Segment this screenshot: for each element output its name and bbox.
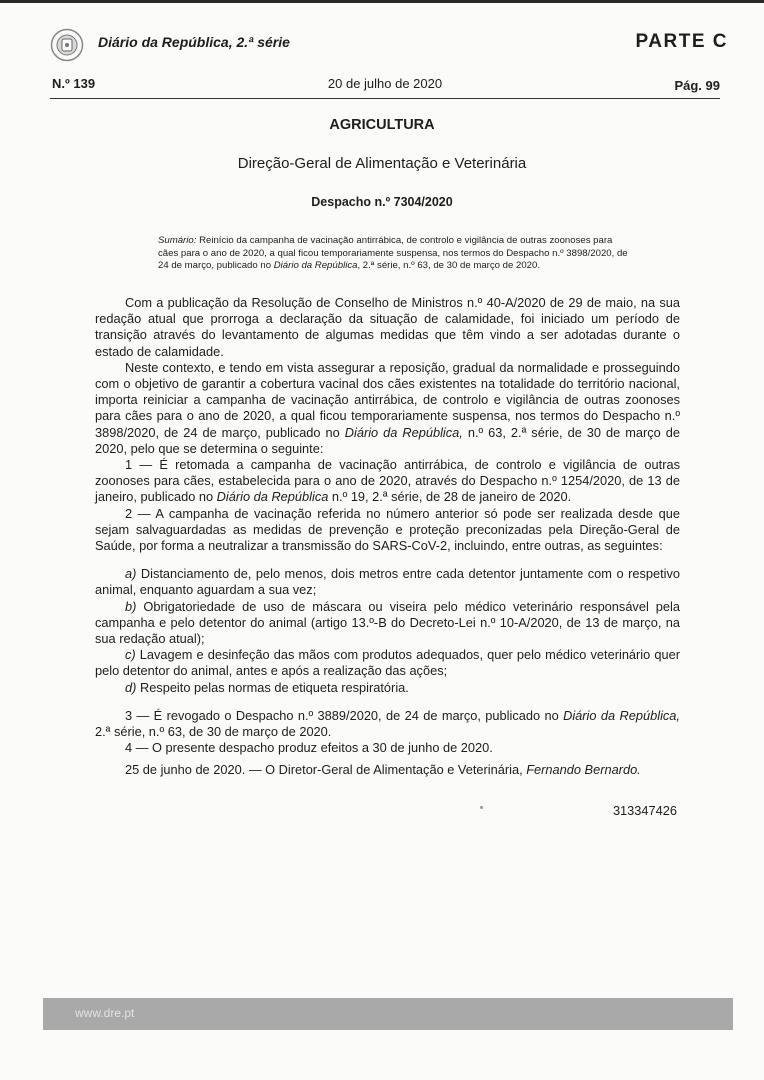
footer-link[interactable]: www.dre.pt [75,1006,135,1020]
issue-number: N.º 139 [52,76,96,91]
journal-title: Diário da República, 2.ª série [98,34,290,50]
list-text-d: Respeito pelas normas de etiqueta respiratória. [136,679,409,695]
summary-text-end: , 2.ª série, n.º 63, de 30 de março de 2020. [357,260,540,271]
page-number: Pág. 99 [674,78,720,93]
signature-line [95,762,680,778]
list-item-c [95,647,680,679]
scan-speck [480,806,483,809]
list-letter-b: b) [125,598,137,614]
list-text-a: Distanciamento de, pelo menos, dois metros entre cada detentor juntamente com o respetivo animal, enquanto aguardam a sua vez; [95,566,680,598]
paragraph-item-2: 2 — A campanha de vacinação referida no número anterior só pode ser realizada desde que sejam salvaguardadas as medidas de prevenção e proteção preconizadas pela Direção-Geral de Saúde, por forma a neutralizar a transmissão do SARS-CoV-2, incluindo, entre outras, as seguintes: [95,505,680,554]
item-1-end: n.º 19, 2.ª série, de 28 de janeiro de 2020. [328,489,572,505]
list-item-d [95,680,680,696]
signature-text: 25 de junho de 2020. — O Diretor-Geral de Alimentação e Veterinária, [125,762,527,778]
list-item-b [95,599,680,648]
issue-date: 20 de julho de 2020 [327,76,443,91]
paragraph-item-3 [95,708,680,740]
list-text-b: Obrigatoriedade de uso de máscara ou viseira pelo médico veterinário responsável pela campanha e pelo detentor do animal (artigo 13.º-B do Decreto-Lei n.º 10-A/2020, de 13 de março, na sua redação atual); [95,598,680,647]
republic-seal-icon [50,28,84,62]
paragraph-context-end: n.º 63, 2.ª série, de 30 de março de 2020, pelo que se determina o seguinte: [95,424,680,456]
ministry-title: AGRICULTURA [329,117,435,133]
paragraph-context-italic: Diário da República, [344,424,463,440]
summary [158,235,628,273]
top-rule [0,0,764,3]
document-body [95,295,680,779]
item-1-text: 1 — É retomada a campanha de vacinação antirrábica, de controlo e vigilância de outras zoonoses para cães, estabelecida para o ano de 2020, através do Despacho n.º 1254/2020, de 13 de janeiro, publicado no [95,457,680,505]
summary-italic: Diário da República [273,260,358,271]
item-3-italic: Diário da República, [563,707,680,723]
paragraph-item-4: 4 — O presente despacho produz efeitos a 30 de junho de 2020. [125,740,493,756]
paragraph-item-1 [95,457,680,506]
document-code: 313347426 [612,803,677,818]
item-3-end: 2.ª série, n.º 63, de 30 de março de 2020. [95,724,332,740]
list-item-a [95,566,680,598]
paragraph-context [95,360,680,457]
item-1-italic: Diário da República [216,489,329,505]
entity-title: Direção-Geral de Alimentação e Veterinária [237,155,527,172]
list-letter-d: d) [125,679,137,695]
issue-bar [50,74,720,99]
summary-text: Reinício da campanha de vacinação antirrábica, de controlo e vigilância de outras zoonoses para cães para o ano de 2020, a qual ficou temporariamente suspensa, nos termos do Despacho n.º 3898/2020, de 24 de março, publicado no [158,235,628,271]
list-letter-c: c) [125,647,136,663]
item-3-text: 3 — É revogado o Despacho n.º 3889/2020, de 24 de março, publicado no [125,707,564,723]
summary-label: Sumário: [158,235,197,246]
despacho-title: Despacho n.º 7304/2020 [311,195,453,209]
part-label: PARTE C [635,31,728,52]
paragraph-context-text: Neste contexto, e tendo em vista assegurar a reposição, gradual da normalidade e prosseguindo com o objetivo de garantir a cobertura vacinal dos cães existentes na totalidade do território nacional, importa reiniciar a campanha de vacinação antirrábica, de controlo e vigilância de outras zoonoses para cães para o ano de 2020, a qual ficou temporariamente suspensa, nos termos do Despacho n.º 3898/2020, de 24 de março, publicado no [95,359,680,440]
footer-bar [43,998,733,1030]
page-header [50,26,730,60]
list-letter-a: a) [125,566,137,582]
paragraph-intro: Com a publicação da Resolução de Conselho de Ministros n.º 40-A/2020 de 29 de maio, na sua redação atual que prorroga a declaração da situação de calamidade, foi iniciado um período de transição através do levantamento de algumas medidas que têm vindo a ser adotadas durante o estado de calamidade. [95,295,680,359]
signature-name: Fernando Bernardo. [526,762,641,778]
list-text-c: Lavagem e desinfeção das mãos com produtos adequados, quer pelo médico veterinário quer pelo detentor do animal, antes e após a realização das ações; [95,647,680,679]
